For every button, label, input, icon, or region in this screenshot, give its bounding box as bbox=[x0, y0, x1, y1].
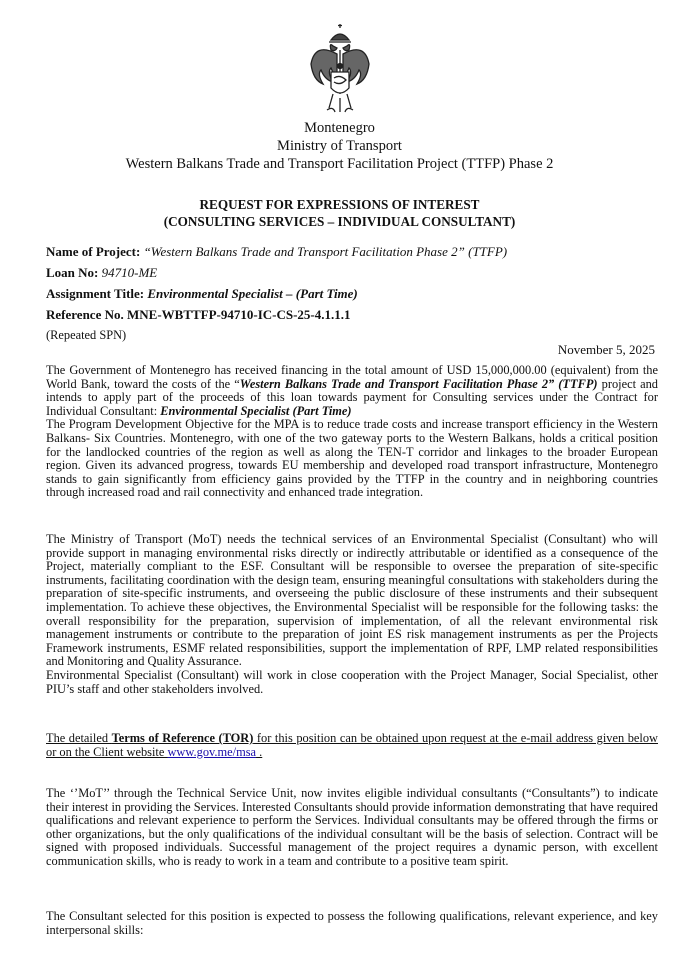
project-heading: Western Balkans Trade and Transport Facilitation Project (TTFP) Phase 2 bbox=[125, 156, 554, 172]
tor-text-1: The detailed bbox=[46, 731, 112, 745]
project-name-label: Name of Project: bbox=[46, 244, 141, 259]
assignment-field bbox=[46, 286, 358, 302]
tor-paragraph bbox=[46, 732, 658, 759]
ministry-needs-paragraph bbox=[46, 533, 658, 696]
ministry-needs-text: The Ministry of Transport (MoT) needs the technical services of an Environmental Specialist (Consultant) who will provide support in managing environmental risks directly or indirectly attributable or identified as a consequence of the Project, materially compliant to the ESF. Consultant will be responsible to oversee the preparation of site-specific instruments, facilitating coordination with the design team, ensuring meaningful consultations with stakeholders during the preparation of site-specific instruments, and overseeing the public disclosure of these instruments and their subsequent implementation. To achieve these objectives, the Environmental Specialist will be responsible for the following tasks: the overall responsibility for the preparation, supervision of implementation, of all the relevant environmental risk management instruments or contribute to the preparation of joint ES risk management instruments as per the Projects Framework instruments, ESMF related responsibilities, support the implementation of RPF, LMP related responsibilities and Monitoring and Quality Assurance. bbox=[46, 532, 658, 669]
intro-position-name: Environmental Specialist bbox=[160, 403, 290, 418]
repeated-note: (Repeated SPN) bbox=[46, 328, 127, 342]
document-subtitle: (CONSULTING SERVICES – INDIVIDUAL CONSULTANT) bbox=[163, 214, 516, 229]
intro-text-2: project and intends to apply part of the proceeds of this loan towards payment for Consulting services under the Contract for Individual Consultant: bbox=[46, 376, 658, 418]
loan-field bbox=[46, 265, 157, 281]
ministry-name: Ministry of Transport bbox=[277, 138, 402, 154]
project-name-value: “Western Balkans Trade and Transport Facilitation Phase 2” (TTFP) bbox=[143, 244, 508, 259]
intro-project-name: Western Balkans Trade and Transport Facilitation Phase 2” (TTFP) bbox=[239, 376, 598, 391]
loan-value: 94710-ME bbox=[101, 265, 158, 280]
intro-paragraph bbox=[46, 364, 658, 500]
document-title: REQUEST FOR EXPRESSIONS OF INTEREST bbox=[199, 197, 480, 212]
country-name: Montenegro bbox=[304, 120, 375, 136]
assignment-value: Environmental Specialist – (Part Time) bbox=[147, 286, 358, 301]
assignment-label: Assignment Title: bbox=[46, 286, 145, 301]
reference-label: Reference No. bbox=[46, 307, 124, 322]
qualifications-intro: The Consultant selected for this position is expected to possess the following qualifications, relevant experience, and key interpersonal skills: bbox=[46, 909, 658, 937]
tor-label: Terms of Reference (TOR) bbox=[111, 731, 254, 745]
project-name-field bbox=[46, 244, 507, 260]
cooperation-text: Environmental Specialist (Consultant) will work in close cooperation with the Project Manager, Social Specialist, other PIU’s staff and other stakeholders involved. bbox=[46, 667, 658, 696]
invitation-paragraph: The ‘’MoT’’ through the Technical Service Unit, now invites eligible individual consultants (“Consultants”) to indicate their interest in providing the Services. Interested Consultants should provide information demonstrating that have required qualifications and relevant experience to perform the Services. Individual consultants may be offered through the firms or other organizations, but the only qualifications of the individual consultant will be the basis of selection. Contract will be signed with proposed individuals. Successful management of the project requires a dynamic person, with excellent communication skills, who is ready to work in a team and contribute to a positive team spirit. bbox=[46, 786, 658, 868]
reference-field bbox=[46, 307, 351, 323]
objective-paragraph: The Program Development Objective for the MPA is to reduce trade costs and increase transport efficiency in the Western Balkans- Six Countries. Montenegro, with one of the two gateway ports to the Western Balkans, holds a critical position for the landlocked countries of the region as well as along the TEN-T corridor and linkages to the broader European region. Given its advanced progress, towards EU membership and developed road transport infrastructure, Montenegro stands to gain significantly from efficiency gains provided by the TTFP in the country and in neighboring countries through increased road and rail connectivity and enhanced trade integration. bbox=[46, 417, 658, 500]
tor-text-3: . bbox=[256, 744, 263, 759]
reference-value: MNE-WBTTFP-94710-IC-CS-25-4.1.1.1 bbox=[126, 307, 351, 322]
tor-text-2: for this position can be obtained upon request at the e-mail address given below or on the Client website bbox=[46, 731, 658, 759]
document-date: November 5, 2025 bbox=[557, 342, 655, 357]
loan-label: Loan No: bbox=[46, 265, 99, 280]
intro-text-1: The Government of Montenegro has received financing in the total amount of USD 15,000,000.00 (equivalent) from the World Bank, toward the costs of the “ bbox=[46, 363, 658, 391]
montenegro-coat-of-arms-icon bbox=[309, 24, 371, 116]
client-website-link[interactable]: www.gov.me/msa bbox=[167, 744, 257, 759]
intro-part-time: (Part Time) bbox=[289, 403, 352, 418]
